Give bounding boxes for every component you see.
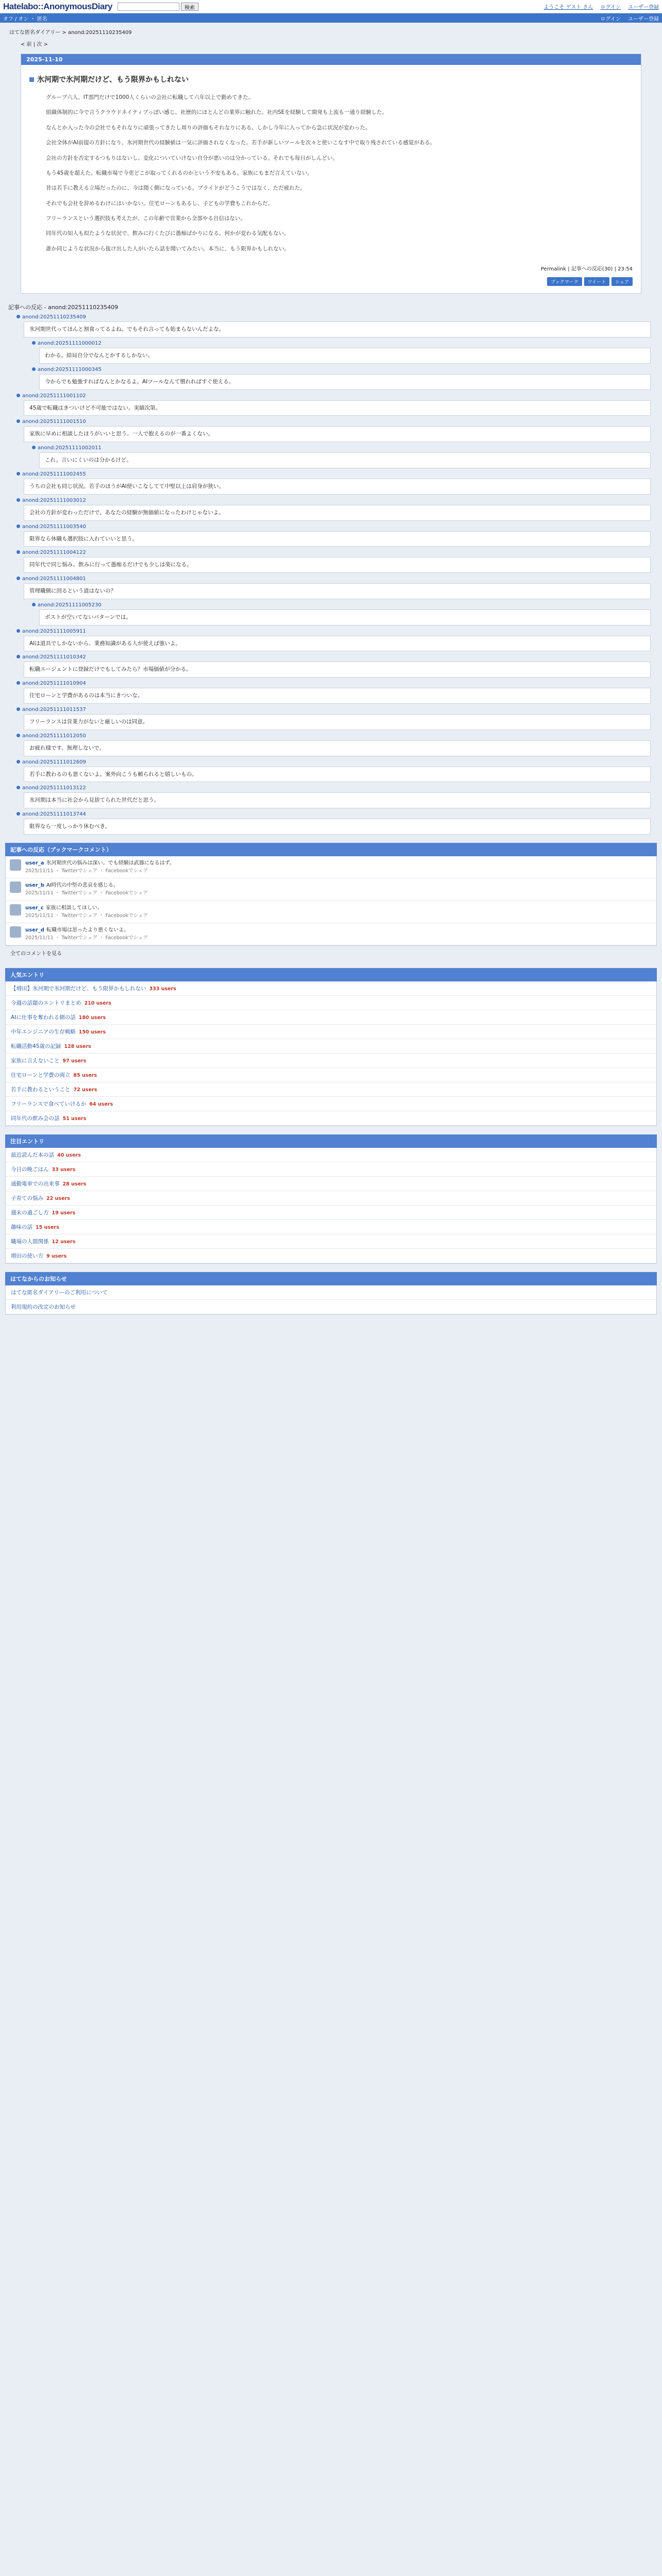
popular-count[interactable]: 85 users: [73, 1073, 97, 1079]
entry-title-text[interactable]: 氷河期で氷河期だけど、もう限界かもしれない: [37, 76, 189, 84]
response-text: 限界なら一度しっかり休むべき。: [24, 819, 651, 835]
bookmarks-more-link[interactable]: 全てのコメントを見る: [10, 951, 62, 957]
response-item: [16, 681, 651, 704]
bookmark-meta[interactable]: 2025/11/11 ・ Twitterでシェア ・ Facebookでシェア: [25, 912, 148, 919]
hatena-item: [6, 1285, 656, 1300]
hatena-item: [6, 1300, 656, 1314]
response-header: [32, 341, 651, 346]
site-logo[interactable]: Hatelabo::AnonymousDiary: [3, 1, 112, 11]
hot-item: [6, 1191, 656, 1206]
hatena-title: はてなからのお知らせ: [5, 1272, 657, 1285]
response-dot-icon: [16, 524, 20, 528]
response-dot-icon: [16, 681, 20, 685]
top-nav-item-welcome[interactable]: ようこそ ゲスト さん: [543, 5, 593, 10]
hot-item: [6, 1162, 656, 1177]
response-header: [16, 498, 651, 503]
popular-item: [6, 1025, 656, 1039]
diary-entry: [21, 54, 641, 294]
hot-count[interactable]: 22 users: [46, 1196, 70, 1202]
sub-bar-login[interactable]: ログイン: [600, 16, 621, 22]
popular-link[interactable]: 今週の話題のエントリまとめ: [11, 1000, 81, 1007]
bookmark-row: [6, 856, 656, 878]
bookmark-meta[interactable]: 2025/11/11 ・ Twitterでシェア ・ Facebookでシェア: [25, 935, 148, 941]
response-item: [16, 393, 651, 416]
response-item: [32, 602, 651, 625]
response-dot-icon: [16, 812, 20, 816]
response-item: [16, 629, 651, 652]
hot-link[interactable]: 週末の過ごし方: [11, 1210, 49, 1216]
response-text: 若手に教わるのも悪くないよ。案外向こうも頼られると嬉しいもの。: [24, 767, 651, 783]
response-item: [16, 654, 651, 677]
bookmark-text: [25, 904, 148, 920]
popular-item: [6, 1039, 656, 1054]
response-item: [16, 785, 651, 808]
bookmark-user[interactable]: user_c: [25, 905, 44, 911]
response-text: 限界なら休職も選択肢に入れていいと思う。: [24, 531, 651, 547]
top-nav-item-register[interactable]: ユーザー登録: [628, 5, 659, 10]
popular-link[interactable]: 同年代の飲み会の話: [11, 1115, 60, 1122]
popular-link[interactable]: 中年エンジニアの生存戦略: [11, 1029, 76, 1036]
responses-list: [16, 314, 651, 835]
response-link[interactable]: anond:20251111003540: [22, 523, 86, 530]
response-text: 同年代で同じ悩み。飲みに行って愚痴るだけでも少しは楽になる。: [24, 557, 651, 573]
hot-item: [6, 1249, 656, 1263]
response-header: [16, 314, 651, 320]
response-item: [16, 707, 651, 730]
popular-count[interactable]: 64 users: [89, 1101, 113, 1108]
popular-item: [6, 981, 656, 996]
bookmark-comment: 家族に相談してほしい。: [45, 905, 103, 911]
hot-count[interactable]: 19 users: [52, 1210, 76, 1216]
bookmark-comment: 転職市場は思ったより悪くないよ。: [46, 927, 129, 933]
hatena-panel: [5, 1272, 657, 1315]
response-dot-icon: [32, 603, 36, 606]
response-dot-icon: [16, 760, 20, 764]
hot-item: [6, 1234, 656, 1249]
response-item: [16, 576, 651, 625]
entry-paragraph: グループ六人、IT部門だけで1000人くらいの会社に転職して六年以上で勤めてきた。: [46, 94, 254, 100]
popular-link[interactable]: 【増田】氷河期で氷河期だけど、もう限界かもしれない: [11, 986, 146, 992]
response-link[interactable]: anond:20251111012609: [22, 759, 86, 765]
response-dot-icon: [16, 629, 20, 633]
avatar[interactable]: [10, 882, 21, 893]
hot-title: 注目エントリ: [5, 1134, 657, 1148]
response-link[interactable]: anond:20251111000012: [38, 340, 102, 346]
top-bar: [0, 0, 662, 13]
response-dot-icon: [16, 577, 20, 580]
response-text: ポストが空いてないパターンでは。: [39, 609, 651, 625]
response-dot-icon: [32, 367, 36, 371]
response-link[interactable]: anond:20251111010342: [22, 654, 86, 660]
entry-paragraph: 組織体制的に今で言うクラウドネイティブっぽい感じ。社歴的にほとんどの業界に触れた。社内SEを経験して開発も上流も一通り経験した。: [46, 109, 388, 116]
hot-link[interactable]: 子育ての悩み: [11, 1195, 43, 1202]
popular-item: [6, 1068, 656, 1082]
hot-count[interactable]: 12 users: [52, 1239, 76, 1245]
response-item: [32, 445, 651, 468]
entry-paragraph: 同年代の知人も似たような状況で、飲みに行くたびに愚痴ばかりになる。何かが変わる気配もない。: [46, 230, 290, 237]
entry-paragraph: 誰か同じような状況から抜け出した人がいたら話を聞いてみたい。本当に、もう限界かもしれない。: [46, 245, 290, 252]
response-link[interactable]: anond:20251111011537: [22, 707, 86, 713]
hot-link[interactable]: 今日の晩ごはん: [11, 1166, 49, 1173]
bookmark-row: [6, 878, 656, 901]
bookmarks-list: [5, 856, 657, 946]
bookmark-user[interactable]: user_d: [25, 927, 44, 933]
popular-count[interactable]: 97 users: [62, 1058, 87, 1064]
sub-bar-register[interactable]: ユーザー登録: [628, 16, 659, 22]
bookmark-user[interactable]: user_b: [25, 883, 44, 889]
response-dot-icon: [16, 655, 20, 658]
bookmark-meta[interactable]: 2025/11/11 ・ Twitterでシェア ・ Facebookでシェア: [25, 868, 148, 874]
response-link[interactable]: anond:20251111012050: [22, 733, 86, 739]
hot-count[interactable]: 40 users: [57, 1153, 81, 1159]
entry-paragraph: 会社全体がAI前提の方針になり、氷河期世代の経験値は一気に評価されなくなった。若手が新しいツールを次々と使いこなす中で取り残されている感覚がある。: [46, 140, 436, 146]
share-button[interactable]: シェア: [611, 277, 633, 286]
response-dot-icon: [16, 394, 20, 397]
response-text: 転職エージェントに登録だけでもしてみたら？市場価値が分かる。: [24, 662, 651, 677]
response-item: [16, 759, 651, 783]
tweet-button[interactable]: ツイート: [584, 277, 610, 286]
response-dot-icon: [16, 550, 20, 554]
footer: [5, 1330, 657, 1351]
response-header: [16, 629, 651, 634]
entry-paragraph: フリーランスという選択肢も考えたが、この年齢で営業から全部やる自信はない。: [46, 215, 246, 222]
hatena-link[interactable]: 利用規約の改定のお知らせ: [11, 1304, 76, 1311]
response-item: [16, 550, 651, 573]
hot-link[interactable]: 最近読んだ本の話: [11, 1152, 54, 1159]
response-text: わかる。結局自分でなんとかするしかない。: [39, 348, 651, 364]
response-link[interactable]: anond:20251111000345: [38, 366, 102, 372]
response-dot-icon: [16, 707, 20, 711]
popular-item: [6, 996, 656, 1010]
popular-item: [6, 1054, 656, 1068]
response-text: 45歳で転職はきついけど不可能ではない。実績次第。: [24, 400, 651, 416]
response-text: お疲れ様です。無理しないで。: [24, 740, 651, 756]
response-item: [16, 498, 651, 521]
popular-item: [6, 1097, 656, 1111]
response-header: [32, 367, 651, 372]
response-item: [16, 811, 651, 835]
bookmark-row: [6, 923, 656, 945]
popular-link[interactable]: 転職活動45歳の記録: [11, 1043, 61, 1050]
bookmark-row: [6, 901, 656, 923]
top-nav-item-login[interactable]: ログイン: [600, 5, 621, 10]
response-dot-icon: [16, 472, 20, 476]
response-link[interactable]: anond:20251111005911: [22, 628, 86, 634]
response-item: [16, 471, 651, 495]
popular-count[interactable]: 128 users: [64, 1044, 91, 1050]
hatena-list: [5, 1285, 657, 1315]
response-link[interactable]: anond:20251111002011: [38, 445, 102, 451]
sub-bar-left[interactable]: オフ / オン ・ 匿名: [3, 16, 47, 22]
response-link[interactable]: anond:20251111001102: [22, 393, 86, 399]
response-dot-icon: [16, 419, 20, 423]
response-text: 氷河期は本当に社会から見捨てられた世代だと思う。: [24, 792, 651, 808]
popular-item: [6, 1082, 656, 1097]
hot-item: [6, 1220, 656, 1234]
response-header: [16, 393, 651, 399]
sub-bar: [0, 13, 662, 23]
avatar[interactable]: [10, 926, 21, 938]
response-header: [16, 785, 651, 791]
response-link[interactable]: anond:20251111010904: [22, 681, 86, 687]
response-text: 氷河期世代ってほんと割食ってるよね。でもそれ言っても始まらないんだよな。: [24, 321, 651, 337]
popular-count[interactable]: 210 users: [84, 1001, 111, 1007]
response-item: [32, 341, 651, 364]
response-dot-icon: [16, 498, 20, 502]
pager[interactable]: < 前 | 次 >: [21, 42, 48, 47]
response-header: [32, 445, 651, 451]
response-dot-icon: [32, 341, 36, 345]
share-buttons: [21, 275, 641, 293]
entry-body: [21, 90, 641, 264]
popular-panel: [5, 968, 657, 1126]
response-header: [16, 707, 651, 713]
hot-item: [6, 1177, 656, 1191]
avatar[interactable]: [10, 859, 21, 871]
response-text: 今からでも勉強すればなんとかなるよ。AIツールなんて慣れればすぐ使える。: [39, 374, 651, 390]
response-header: [16, 759, 651, 765]
hot-list: [5, 1148, 657, 1264]
breadcrumb[interactable]: はてな匿名ダイアリー > anond:20251110235409: [9, 30, 132, 36]
popular-link[interactable]: フリーランスで食べていけるか: [11, 1101, 87, 1108]
response-text: 管理職側に回るという道はないの？: [24, 583, 651, 599]
popular-item: [6, 1111, 656, 1126]
hot-item: [6, 1206, 656, 1220]
search-button[interactable]: 検索: [181, 3, 198, 11]
popular-link[interactable]: 住宅ローンと学費の両立: [11, 1072, 71, 1079]
popular-count[interactable]: 51 users: [62, 1116, 87, 1122]
response-dot-icon: [32, 446, 36, 449]
hot-panel: [5, 1134, 657, 1264]
hot-count[interactable]: 28 users: [62, 1181, 87, 1188]
popular-count[interactable]: 72 users: [73, 1087, 97, 1093]
response-header: [16, 550, 651, 555]
entry-paragraph: もう45歳を超えた。転職市場で今更どこが取ってくれるのかという不安もある。家族にもまだ言えていない。: [46, 170, 313, 176]
response-header: [16, 524, 651, 530]
response-header: [16, 811, 651, 817]
hot-count[interactable]: 15 users: [36, 1225, 59, 1231]
popular-link[interactable]: AIに仕事を奪われる側の話: [11, 1014, 76, 1021]
popular-link[interactable]: 若手に教わるということ: [11, 1087, 71, 1093]
bookmark-user[interactable]: user_a: [25, 860, 44, 867]
response-header: [16, 733, 651, 739]
entry-date: 2025-11-10: [21, 54, 641, 65]
response-item: [16, 419, 651, 468]
entry-paragraph: 会社の方針を否定するつもりはないし、変化についていけない自分が悪いのは分かっている。それでも毎日がしんどい。: [46, 155, 338, 161]
bookmark-text: [25, 926, 148, 942]
entry-footer[interactable]: Permalink | 記事への反応(30) | 23:54: [540, 266, 633, 273]
popular-count[interactable]: 150 users: [78, 1029, 106, 1036]
popular-title: 人気エントリ: [5, 968, 657, 981]
bookmark-comment: AI時代の中堅の悲哀を感じる。: [46, 883, 119, 889]
search-input[interactable]: [118, 3, 179, 11]
hot-link[interactable]: 増田の使い方: [11, 1253, 43, 1260]
response-text: 家族に早めに相談したほうがいいと思う。一人で抱えるのが一番よくない。: [24, 426, 651, 442]
response-link[interactable]: anond:20251111005230: [38, 602, 102, 608]
popular-count[interactable]: 333 users: [149, 986, 176, 992]
response-item: [16, 314, 651, 389]
top-nav: [544, 3, 659, 10]
avatar[interactable]: [10, 904, 21, 916]
response-text: 住宅ローンと学費があるのは本当にきついな。: [24, 688, 651, 704]
response-dot-icon: [16, 786, 20, 789]
response-link[interactable]: anond:20251111004801: [22, 576, 86, 582]
hot-link[interactable]: 通勤電車での出来事: [11, 1181, 60, 1188]
bookmark-text: [25, 859, 175, 875]
response-link[interactable]: anond:20251111002455: [22, 471, 86, 477]
entry-paragraph: なんとか入った今の会社でもそれなりに頑張ってきたし周りの評価もそれなりにある。しかし今年に入ってから急に状況が変わった。: [46, 124, 371, 131]
hot-count[interactable]: 33 users: [52, 1167, 76, 1173]
title-square-icon: [29, 77, 34, 82]
response-header: [32, 602, 651, 608]
hatena-link[interactable]: はてな匿名ダイアリーのご利用について: [11, 1290, 108, 1296]
response-header: [16, 576, 651, 582]
response-item: [32, 367, 651, 390]
hot-link[interactable]: 職場の人間関係: [11, 1239, 49, 1245]
entry-paragraph: それでも会社を辞めるわけにはいかない。住宅ローンもあるし、子どもの学費もこれからだ。: [46, 200, 273, 207]
response-text: フリーランスは営業力がないと厳しいのは同意。: [24, 714, 651, 730]
entry-paragraph: 昔は若手に教える立場だったのに、今は聞く側になっている。プライドがどうこうではなく、ただ疲れた。: [46, 185, 306, 192]
response-link[interactable]: anond:20251111001510: [22, 419, 86, 425]
response-header: [16, 681, 651, 686]
response-item: [16, 733, 651, 756]
bookmark-comment: 氷河期世代の悩みは深い。でも経験は武器になるはず。: [46, 860, 175, 867]
popular-list: [5, 981, 657, 1126]
response-dot-icon: [16, 315, 20, 318]
response-text: うちの会社も同じ状況。若手のほうがAI使いこなしてて中堅以上は肩身が狭い。: [24, 479, 651, 495]
bookmarks-panel: [5, 843, 657, 960]
responses-title: 記事への反応 - anond:20251110235409: [8, 304, 119, 311]
response-link[interactable]: anond:20251111013744: [22, 811, 86, 818]
response-link[interactable]: anond:20251111003012: [22, 497, 86, 503]
response-link[interactable]: anond:20251111004122: [22, 550, 86, 556]
bookmark-button[interactable]: ブックマーク: [547, 277, 582, 286]
response-link[interactable]: anond:20251110235409: [22, 314, 86, 320]
response-header: [16, 654, 651, 660]
hot-link[interactable]: 趣味の話: [11, 1224, 32, 1231]
response-dot-icon: [16, 734, 20, 737]
popular-count[interactable]: 180 users: [78, 1015, 106, 1021]
response-header: [16, 471, 651, 477]
response-text: これ。言いにくいのは分かるけど。: [39, 452, 651, 468]
bookmark-meta[interactable]: 2025/11/11 ・ Twitterでシェア ・ Facebookでシェア: [25, 890, 148, 896]
response-link[interactable]: anond:20251111013122: [22, 785, 86, 791]
popular-link[interactable]: 家族に言えないこと: [11, 1058, 60, 1064]
popular-item: [6, 1010, 656, 1025]
hot-count[interactable]: 9 users: [46, 1253, 67, 1260]
entry-title[interactable]: [21, 65, 641, 90]
bookmark-text: [25, 882, 148, 897]
response-text: AIは道具でしかないから、業務知識がある人が使えば強いよ。: [24, 636, 651, 652]
bookmarks-title: 記事への反応（ブックマークコメント）: [5, 843, 657, 856]
hot-item: [6, 1148, 656, 1162]
response-header: [16, 419, 651, 425]
response-text: 会社の方針が変わっただけで、あなたの経験が無価値になったわけじゃないよ。: [24, 505, 651, 521]
response-item: [16, 524, 651, 547]
